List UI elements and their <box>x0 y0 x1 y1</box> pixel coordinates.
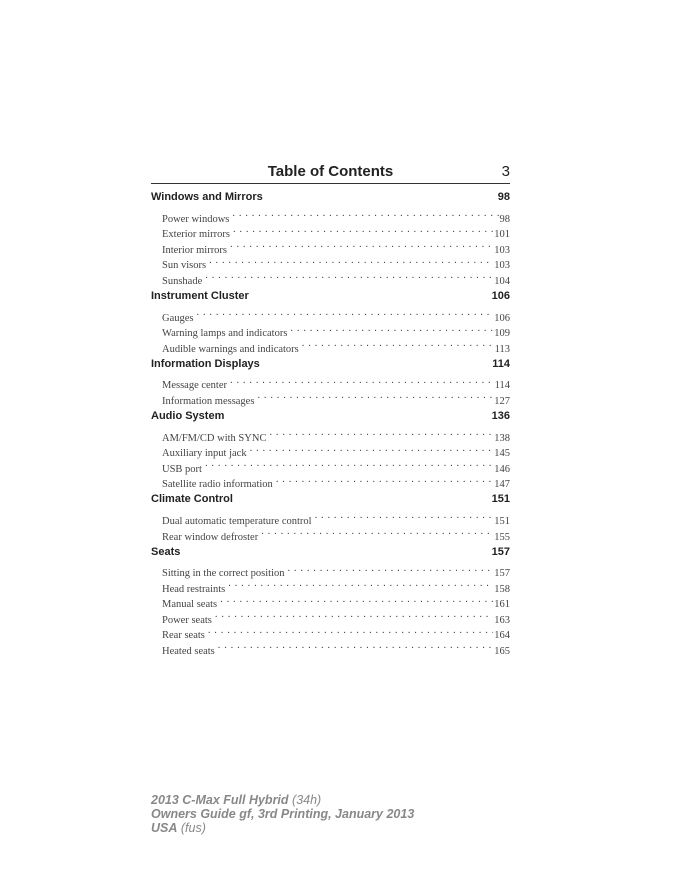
toc-entry[interactable] <box>151 425 510 444</box>
dot-leader <box>261 524 493 540</box>
dot-leader <box>228 576 493 592</box>
entry-label: Audible warnings and indicators <box>162 343 299 355</box>
dot-leader <box>250 441 494 457</box>
entry-page: 114 <box>494 380 510 392</box>
entry-label: Information messages <box>162 395 255 407</box>
section-title: Instrument Cluster <box>151 289 249 302</box>
dot-leader <box>205 268 493 284</box>
toc-entry[interactable] <box>151 456 510 475</box>
page-number: 3 <box>501 163 510 180</box>
entry-label: Satellite radio information <box>162 479 273 491</box>
table-of-contents <box>151 190 510 659</box>
entry-label: AM/FM/CD with SYNC <box>162 432 267 444</box>
section-title: Climate Control <box>151 493 233 506</box>
toc-entry[interactable] <box>151 268 510 287</box>
entry-page: 161 <box>494 599 510 611</box>
section-page: 114 <box>492 357 510 370</box>
entry-label: Warning lamps and indicators <box>162 328 288 340</box>
entry-page: 103 <box>494 244 510 256</box>
section-title: Audio System <box>151 409 225 422</box>
entry-label: Head restraints <box>162 583 226 595</box>
toc-section <box>151 492 510 543</box>
entry-page: 127 <box>494 395 510 407</box>
toc-entry[interactable] <box>151 508 510 527</box>
entry-label: Power windows <box>162 213 230 225</box>
toc-entry[interactable] <box>151 305 510 324</box>
toc-section-heading[interactable] <box>151 409 510 424</box>
section-page: 136 <box>491 409 510 422</box>
entry-label: Message center <box>162 380 228 392</box>
section-title: Seats <box>151 545 181 558</box>
page-title: Table of Contents <box>267 163 394 180</box>
entry-label: Sunshade <box>162 275 203 287</box>
entry-page: 163 <box>494 614 510 626</box>
entry-label: Exterior mirrors <box>162 229 230 241</box>
entry-label: Interior mirrors <box>162 244 228 256</box>
entry-page: 147 <box>494 479 510 491</box>
entry-page: 164 <box>494 630 510 642</box>
dot-leader <box>208 623 493 639</box>
toc-entry[interactable] <box>151 561 510 580</box>
entry-page: 98 <box>499 213 510 225</box>
toc-section <box>151 289 510 355</box>
dot-leader <box>220 592 493 608</box>
dot-leader <box>276 472 493 488</box>
entry-page: 146 <box>494 463 510 475</box>
entry-label: Manual seats <box>162 599 218 611</box>
toc-entry[interactable] <box>151 206 510 225</box>
entry-page: 103 <box>494 260 510 272</box>
section-page: 106 <box>491 289 510 302</box>
dot-leader <box>218 638 493 654</box>
dot-leader <box>209 253 493 269</box>
toc-section-heading[interactable] <box>151 492 510 507</box>
section-page: 157 <box>491 545 510 558</box>
dot-leader <box>269 425 493 441</box>
toc-section <box>151 190 510 287</box>
footer-market-code: (fus) <box>180 821 206 835</box>
footer <box>151 793 511 835</box>
section-page: 151 <box>491 493 510 506</box>
entry-page: 109 <box>494 328 510 340</box>
dot-leader <box>197 305 494 321</box>
dot-leader <box>287 561 493 577</box>
entry-label: USB port <box>162 463 202 475</box>
toc-section <box>151 545 510 658</box>
toc-section-heading[interactable] <box>151 190 510 205</box>
toc-section <box>151 357 510 407</box>
entry-label: Heated seats <box>162 646 215 658</box>
dot-leader <box>302 336 494 352</box>
section-page: 98 <box>497 191 510 203</box>
entry-page: 106 <box>494 312 510 324</box>
entry-page: 155 <box>494 531 510 543</box>
dot-leader <box>315 508 494 524</box>
entry-page: 138 <box>494 432 510 444</box>
dot-leader <box>230 237 493 253</box>
footer-line-2: Owners Guide gf, 3rd Printing, January 2013 <box>151 807 415 821</box>
dot-leader <box>232 206 498 222</box>
entry-label: Rear window defroster <box>162 531 259 543</box>
entry-page: 151 <box>494 515 510 527</box>
dot-leader <box>233 222 493 238</box>
entry-page: 165 <box>494 646 510 658</box>
entry-page: 101 <box>494 229 510 241</box>
entry-label: Gauges <box>162 312 194 324</box>
toc-section-heading[interactable] <box>151 545 510 560</box>
toc-section-heading[interactable] <box>151 357 510 372</box>
dot-leader <box>257 388 493 404</box>
entry-page: 113 <box>494 343 510 355</box>
entry-page: 104 <box>494 275 510 287</box>
footer-market: USA <box>151 821 178 835</box>
entry-page: 158 <box>494 583 510 595</box>
entry-label: Auxiliary input jack <box>162 448 247 460</box>
section-title: Windows and Mirrors <box>151 191 263 203</box>
entry-page: 157 <box>494 568 510 580</box>
footer-model-code: (34h) <box>292 793 322 807</box>
footer-line-3 <box>151 821 511 835</box>
entry-label: Sitting in the correct position <box>162 568 285 580</box>
toc-section-heading[interactable] <box>151 289 510 304</box>
footer-line-1 <box>151 793 511 807</box>
dot-leader <box>230 373 494 389</box>
entry-label: Power seats <box>162 614 212 626</box>
entry-label: Dual automatic temperature control <box>162 515 312 527</box>
page-header <box>151 163 510 184</box>
toc-section <box>151 409 510 491</box>
section-title: Information Displays <box>151 357 260 370</box>
toc-entry[interactable] <box>151 321 510 340</box>
dot-leader <box>290 321 493 337</box>
entry-label: Sun visors <box>162 260 207 272</box>
dot-leader <box>205 456 493 472</box>
dot-leader <box>215 607 493 623</box>
footer-model: 2013 C-Max Full Hybrid <box>151 793 289 807</box>
toc-entry[interactable] <box>151 373 510 392</box>
entry-page: 145 <box>494 448 510 460</box>
entry-label: Rear seats <box>162 630 205 642</box>
